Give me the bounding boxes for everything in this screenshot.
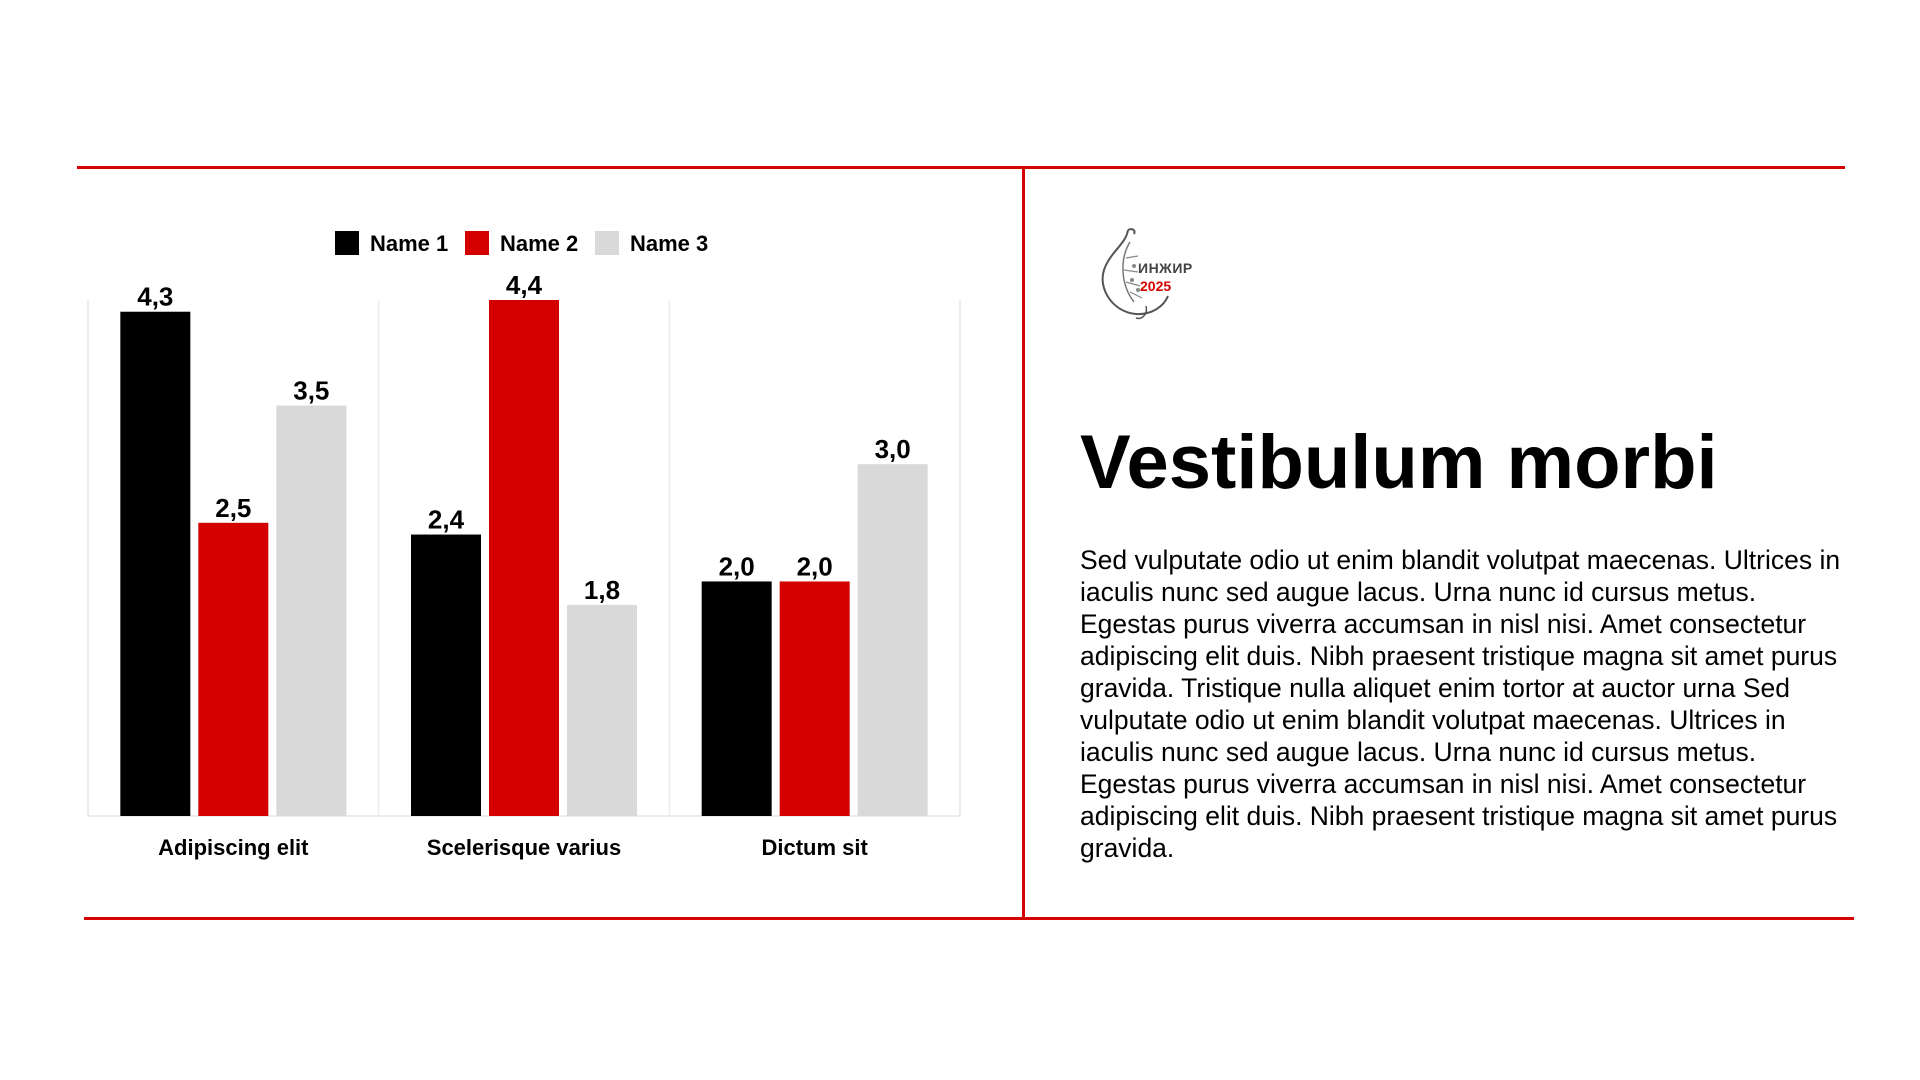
bar-value-label: 2,0	[718, 551, 755, 582]
logo-wordmark: ИНЖИР	[1138, 260, 1193, 276]
bar-2-3	[780, 581, 850, 816]
bar-value-label: 3,5	[293, 375, 330, 406]
body-paragraph: Sed vulputate odio ut enim blandit volutpat maecenas. Ultrices in iaculis nunc sed augue lacus. Urna nunc id cursus metus. Egestas purus viverra accumsan in nisl nisi. Amet consectetur adipiscing elit duis. Nibh praesent tristique magna sit amet purus gravida. Tristique nulla aliquet enim tortor at auctor urna Sed vulputate odio ut enim blandit volutpat maecenas. Ultrices in iaculis nunc sed augue lacus. Urna nunc id cursus metus. Egestas purus viverra accumsan in nisl nisi. Amet consectetur adipiscing elit duis. Nibh praesent tristique magna sit amet purus gravida.	[1080, 545, 1841, 863]
legend-swatch-2	[465, 231, 489, 255]
legend-label-3: Name 3	[630, 231, 709, 256]
bar-2-1	[198, 523, 268, 816]
bar-2-2	[489, 300, 559, 816]
bar-value-label: 4,4	[505, 270, 543, 300]
bar-value-label: 2,0	[796, 551, 833, 582]
x-tick-label: Dictum sit	[761, 835, 868, 860]
bar-value-label: 4,3	[137, 281, 174, 312]
bar-3-3	[858, 464, 928, 816]
bar-1-1	[120, 312, 190, 816]
bar-value-label: 2,4	[427, 504, 465, 535]
bar-1-2	[411, 535, 481, 816]
bar-value-label: 2,5	[215, 492, 252, 523]
bar-3-2	[567, 605, 637, 816]
legend-label-2: Name 2	[500, 231, 579, 256]
bar-1-3	[702, 581, 772, 816]
legend-swatch-3	[595, 231, 619, 255]
logo-year: 2025	[1140, 278, 1172, 294]
legend-label-1: Name 1	[370, 231, 449, 256]
slide-title: Vestibulum morbi	[1080, 420, 1718, 505]
x-tick-label: Adipiscing elit	[158, 835, 309, 860]
legend-swatch-1	[335, 231, 359, 255]
bar-3-1	[276, 406, 346, 816]
bar-value-label: 3,0	[874, 434, 911, 465]
bar-value-label: 1,8	[583, 574, 621, 605]
x-tick-label: Scelerisque varius	[426, 835, 622, 860]
